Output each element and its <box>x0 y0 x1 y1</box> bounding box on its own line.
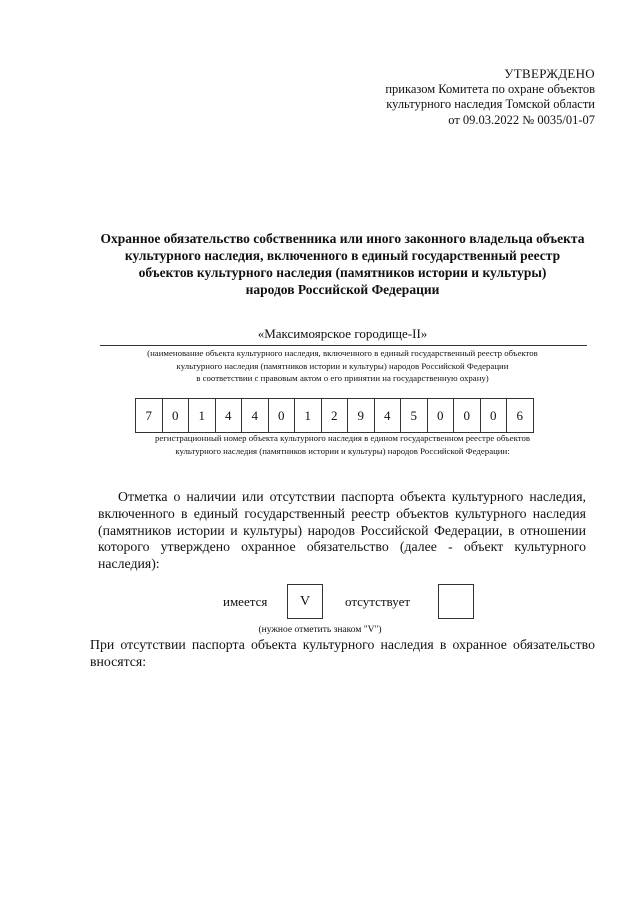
object-name-underline <box>100 345 587 346</box>
registration-caption-line-1: регистрационный номер объекта культурного наследия в едином государственном реестре объектов <box>154 433 531 443</box>
approval-line-2: приказом Комитета по охране объектов <box>385 81 595 96</box>
registration-digit-cell: 7 <box>135 398 163 433</box>
object-name: «Максимоярское городище-II» <box>257 326 428 341</box>
approval-line-3: культурного наследия Томской области <box>386 97 595 111</box>
absence-paragraph: При отсутствии паспорта объекта культурного наследия в охранное обязательство вносятся: <box>90 637 595 669</box>
title-line-2: культурного наследия, включенного в единый государственный реестр <box>124 248 561 263</box>
passport-paragraph: Отметка о наличии или отсутствии паспорта объекта культурного наследия, включенного в единый государственный реестр объектов культурного наследия (памятников истории и культуры) народов Российской Федерации, в отношении которого утверждено охранное обязательство (далее - объект культурного наследия): <box>98 489 586 572</box>
registration-digit-cell: 0 <box>162 398 190 433</box>
registration-digit-cell: 9 <box>347 398 375 433</box>
document-title <box>60 230 625 298</box>
title-line-4: народов Российской Федерации <box>245 282 440 297</box>
registration-digit-cell: 1 <box>294 398 322 433</box>
object-caption-line-2: культурного наследия (памятников истории и культуры) народов Российской Федерации <box>176 360 509 371</box>
registration-digit-cell: 0 <box>453 398 481 433</box>
registration-number-grid <box>135 398 534 433</box>
registration-digit-cell: 5 <box>400 398 428 433</box>
object-caption-line-3: в соответствии с правовым актом о его принятии на государственную охрану) <box>196 373 489 383</box>
registration-digit-cell: 4 <box>215 398 243 433</box>
object-caption-line-1: (наименование объекта культурного наследия, включенного в единый государственный реестр объектов <box>147 348 538 358</box>
registration-digit-cell: 4 <box>241 398 269 433</box>
no-passport-label: отсутствует <box>345 594 411 609</box>
no-passport-checkbox[interactable] <box>438 584 474 619</box>
registration-digit-cell: 0 <box>427 398 455 433</box>
registration-digit-cell: 4 <box>374 398 402 433</box>
registration-digit-cell: 0 <box>268 398 296 433</box>
approval-heading: УТВЕРЖДЕНО <box>504 66 595 81</box>
mark-note: (нужное отметить знаком "V") <box>258 625 382 635</box>
has-passport-checkbox[interactable]: V <box>287 584 323 619</box>
registration-caption <box>60 432 625 457</box>
registration-digit-cell: 0 <box>480 398 508 433</box>
approval-line-4: от 09.03.2022 № 0035/01-07 <box>448 112 595 127</box>
has-passport-label: имеется <box>223 594 268 609</box>
title-line-1: Охранное обязательство собственника или иного законного владельца объекта <box>100 231 585 246</box>
registration-digit-cell: 1 <box>188 398 216 433</box>
registration-digit-cell: 6 <box>506 398 534 433</box>
approval-stamp <box>385 66 595 128</box>
title-line-3: объектов культурного наследия (памятников истории и культуры) <box>138 265 547 280</box>
object-name-caption <box>60 347 625 385</box>
registration-caption-line-2: культурного наследия (памятников истории и культуры) народов Российской Федерации: <box>175 445 510 456</box>
passport-presence-selector <box>0 584 640 620</box>
registration-digit-cell: 2 <box>321 398 349 433</box>
